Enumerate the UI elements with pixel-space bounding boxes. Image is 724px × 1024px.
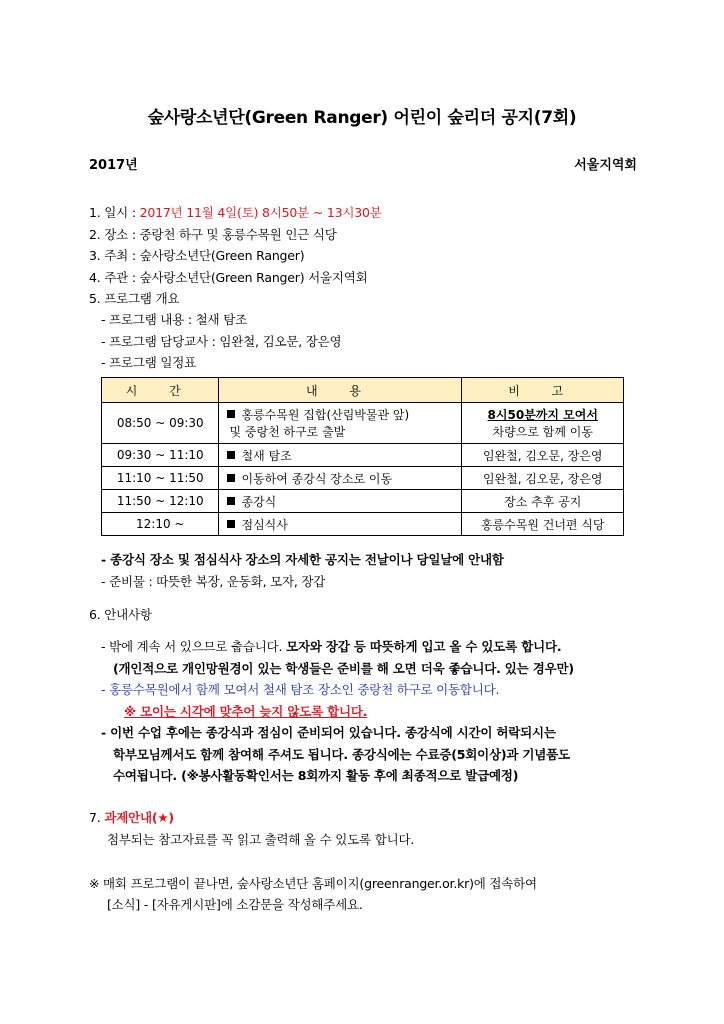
row-time: 11:50 ~ 12:10 xyxy=(102,490,219,513)
guide-line-3: - 홍릉수목원에서 함께 모여서 철새 탐조 장소인 중랑천 하구로 이동합니다. xyxy=(101,682,500,697)
item-date xyxy=(89,203,382,221)
row-note: 8시50분까지 모여서 차량으로 함께 이동 xyxy=(462,403,624,444)
schedule-row xyxy=(102,467,624,490)
guide-line-5c: 수여됩니다. (※봉사활동확인서는 8회까지 활동 후에 최종적으로 발급예정) xyxy=(113,768,519,783)
header-time: 시 간 xyxy=(102,378,219,403)
header-note: 비 고 xyxy=(462,378,624,403)
row-time: 12:10 ~ xyxy=(102,513,219,536)
bullet-icon xyxy=(227,474,235,482)
guide-line-5a: - 이번 수업 후에는 종강식과 점심이 준비되어 있습니다. 종강식에 시간이 허락되시는 xyxy=(101,725,556,740)
schedule-table xyxy=(101,377,624,536)
document-title: 숲사랑소년단(Green Ranger) 어린이 숲리더 공지(7회) xyxy=(147,108,577,128)
row-note: 홍릉수목원 건너편 식당 xyxy=(462,513,624,536)
guide-line-2: (개인적으로 개인망원경이 있는 학생들은 준비를 해 오면 더욱 좋습니다. 있는 경우만) xyxy=(113,661,574,676)
row-note: 임완철, 김오문, 장은영 xyxy=(462,444,624,467)
item-schedule-label: - 프로그램 일정표 xyxy=(101,355,196,370)
bullet-icon xyxy=(227,497,235,505)
schedule-row xyxy=(102,444,624,467)
date-label: 1. 일시 : xyxy=(89,205,140,220)
row-content: 종강식 xyxy=(219,490,462,513)
row-content: 이동하여 종강식 장소로 이동 xyxy=(219,467,462,490)
bullet-icon xyxy=(227,451,235,459)
venue-notice: - 종강식 장소 및 점심식사 장소의 자세한 공지는 전날이나 당일날에 안내함 xyxy=(101,552,504,567)
row-content: 홍릉수목원 집합(산림박물관 앞) 및 중랑천 하구로 출발 xyxy=(219,403,462,444)
footer-line-2: [소식] - [자유게시판]에 소감문을 작성해주세요. xyxy=(107,897,363,912)
item-program-teachers: - 프로그램 담당교사 : 임완철, 김오문, 장은영 xyxy=(101,334,342,349)
task-heading: 7. 과제안내(★) xyxy=(89,810,174,825)
row-time: 11:10 ~ 11:50 xyxy=(102,467,219,490)
guide-line-1: - 밖에 계속 서 있으므로 춥습니다. 모자와 장갑 등 따뜻하게 입고 올 수 있도록 합니다. xyxy=(101,639,562,654)
row-time: 08:50 ~ 09:30 xyxy=(102,403,219,444)
row-time: 09:30 ~ 11:10 xyxy=(102,444,219,467)
region-label: 서울지역회 xyxy=(574,158,637,173)
row-note: 임완철, 김오문, 장은영 xyxy=(462,467,624,490)
footer-line-1: ※ 매회 프로그램이 끝나면, 숲사랑소년단 홈페이지(greenranger.or.kr)에 접속하여 xyxy=(89,876,537,891)
guide-heading: 6. 안내사항 xyxy=(89,607,152,622)
row-note: 장소 추후 공지 xyxy=(462,490,624,513)
schedule-header-row xyxy=(102,378,624,403)
header-content: 내 용 xyxy=(219,378,462,403)
item-organizer: 4. 주관 : 숲사랑소년단(Green Ranger) 서울지역회 xyxy=(89,270,368,285)
item-place: 2. 장소 : 중랑천 하구 및 홍릉수목원 인근 식당 xyxy=(89,227,337,242)
row-content: 점심식사 xyxy=(219,513,462,536)
schedule-row xyxy=(102,513,624,536)
item-overview: 5. 프로그램 개요 xyxy=(89,291,180,306)
bullet-icon xyxy=(227,410,235,418)
task-body: 첨부되는 참고자료를 꼭 읽고 출력해 올 수 있도록 합니다. xyxy=(107,832,415,847)
row-content: 철새 탐조 xyxy=(219,444,462,467)
bullet-icon xyxy=(227,520,235,528)
supplies: - 준비물 : 따뜻한 복장, 운동화, 모자, 장갑 xyxy=(101,574,326,589)
guide-line-4: ※ 모이는 시각에 맞추어 늦지 않도록 합니다. xyxy=(124,704,368,719)
item-program-content: - 프로그램 내용 : 철새 탐조 xyxy=(101,312,247,327)
date-value: 2017년 11월 4일(토) 8시50분 ~ 13시30분 xyxy=(139,205,382,220)
item-host: 3. 주최 : 숲사랑소년단(Green Ranger) xyxy=(89,248,305,263)
guide-line-5b: 학부모님께서도 함께 참여해 주셔도 됩니다. 종강식에는 수료증(5회이상)과 기념품도 xyxy=(113,747,570,762)
schedule-row xyxy=(102,490,624,513)
schedule-row xyxy=(102,403,624,444)
year-label: 2017년 xyxy=(89,158,138,173)
